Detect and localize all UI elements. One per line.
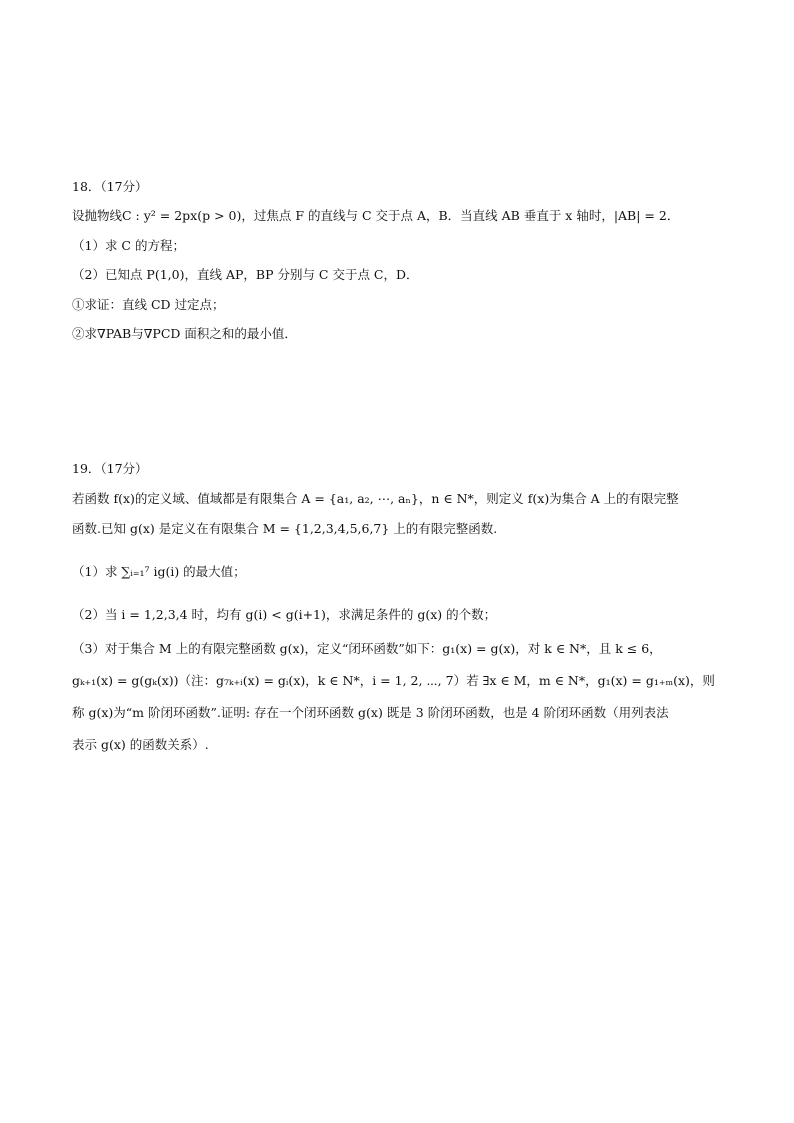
q19-stem-line2: 函数.已知 g(x) 是定义在有限集合 M = {1,2,3,4,5,6,7} 上的有限完整函数. bbox=[72, 521, 498, 536]
q18-header: 18．（17分） bbox=[72, 179, 148, 194]
q19-part3-line1: （3）对于集合 M 上的有限完整函数 g(x)，定义“闭环函数”如下：g₁(x) = g(x)，对 k ∈ N*，且 k ≤ 6， bbox=[72, 641, 662, 656]
q18-part1: （1）求 C 的方程； bbox=[72, 238, 185, 253]
q19-part2: （2）当 i = 1,2,3,4 时，均有 g(i) < g(i+1)，求满足条件的 g(x) 的个数； bbox=[72, 607, 497, 622]
q19-part1: （1）求 ∑ᵢ₌₁⁷ ig(i) 的最大值； bbox=[72, 564, 246, 579]
q18-stem: 设抛物线C : y² = 2px(p > 0)，过焦点 F 的直线与 C 交于点 A，B．当直线 AB 垂直于 x 轴时，|AB| = 2． bbox=[72, 208, 680, 223]
q19-part3-line4: 表示 g(x) 的函数关系）. bbox=[72, 737, 209, 752]
q19-part3-line2: gₖ₊₁(x) = g(gₖ(x))（注：g₇ₖ₊ᵢ(x) = gᵢ(x)，k ∈ N*，i = 1, 2, ⋯, 7）若 ∃x ∈ M，m ∈ N*，g₁(x) = g₁₊ₘ(x)，则 bbox=[72, 673, 715, 688]
q19-header: 19．（17分） bbox=[72, 461, 148, 476]
q18-part2-i: ①求证：直线 CD 过定点； bbox=[72, 297, 225, 312]
q18-part2: （2）已知点 P(1,0)，直线 AP，BP 分别与 C 交于点 C，D． bbox=[72, 267, 419, 282]
q18-part2-ii: ②求∇PAB与∇PCD 面积之和的最小值． bbox=[72, 326, 297, 341]
q19-part3-line3: 称 g(x)为“m 阶闭环函数”.证明: 存在一个闭环函数 g(x) 既是 3 阶闭环函数，也是 4 阶闭环函数（用列表法 bbox=[72, 705, 669, 720]
q19-stem-line1: 若函数 f(x)的定义域、值域都是有限集合 A = {a₁, a₂, ⋯, aₙ}，n ∈ N*，则定义 f(x)为集合 A 上的有限完整 bbox=[72, 491, 679, 506]
